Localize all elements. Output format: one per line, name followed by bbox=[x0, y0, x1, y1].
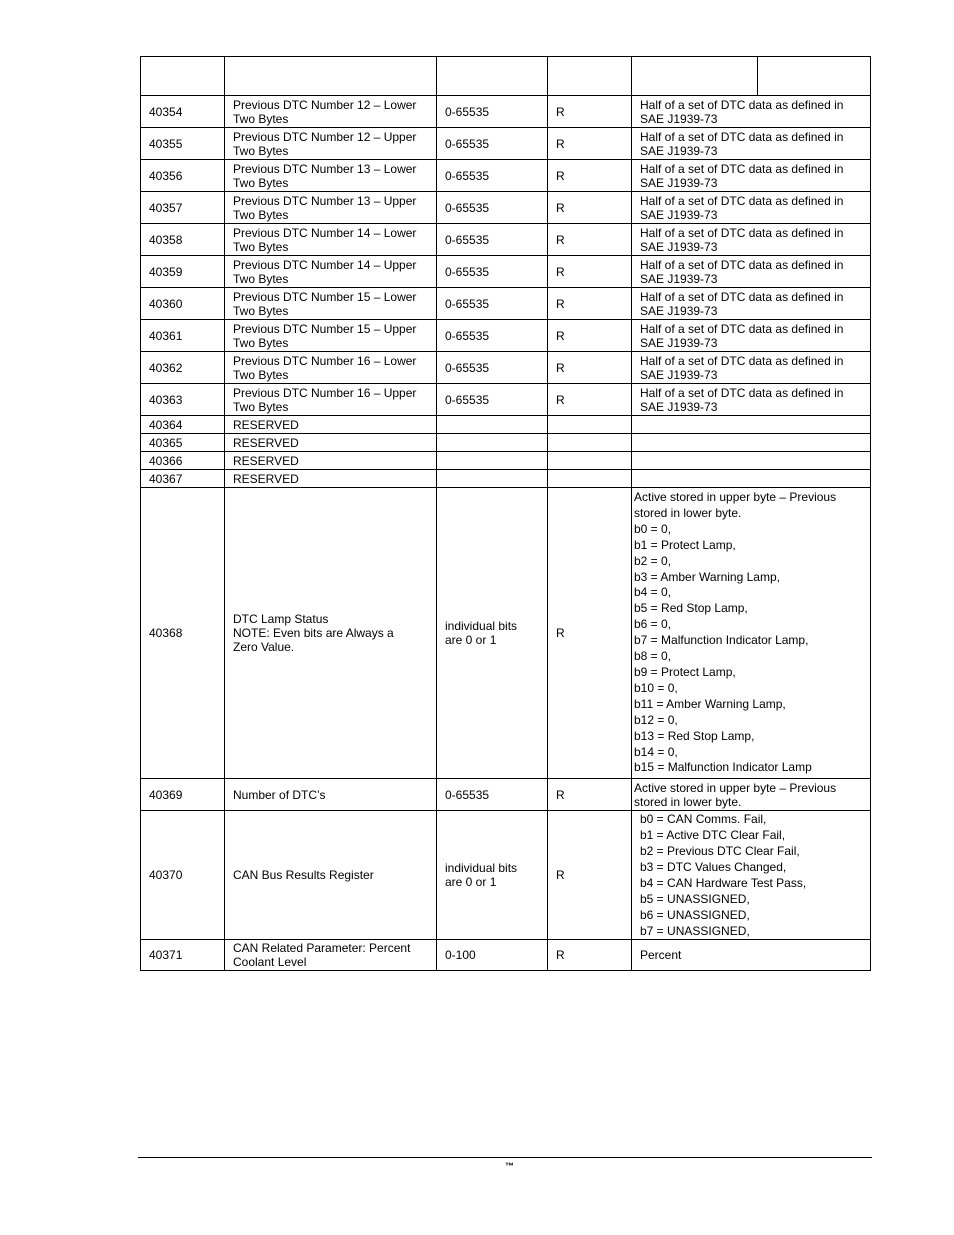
range-cell: 0-65535 bbox=[437, 352, 548, 384]
range-cell: 0-65535 bbox=[437, 320, 548, 352]
text-line: Two Bytes bbox=[233, 367, 289, 382]
text-line: Half of a set of DTC data as defined in bbox=[640, 257, 844, 272]
text-line: b7 = UNASSIGNED, bbox=[640, 924, 750, 939]
text-line: b0 = CAN Comms. Fail, bbox=[640, 812, 767, 827]
description-cell bbox=[632, 96, 871, 128]
description-cell bbox=[632, 470, 871, 488]
name-cell: CAN Bus Results Register bbox=[225, 811, 437, 940]
description-cell bbox=[632, 256, 871, 288]
description-cell bbox=[632, 320, 871, 352]
access-cell: R bbox=[548, 160, 632, 192]
table-row bbox=[141, 416, 871, 434]
text-line: Two Bytes bbox=[233, 239, 289, 254]
name-cell bbox=[225, 320, 437, 352]
register-cell: 40364 bbox=[141, 416, 225, 434]
header-cell bbox=[141, 57, 225, 96]
text-line: Two Bytes bbox=[233, 271, 289, 286]
text-line: Half of a set of DTC data as defined in bbox=[640, 225, 844, 240]
text-line: b2 = 0, bbox=[634, 553, 672, 568]
access-cell: R bbox=[548, 940, 632, 971]
name-cell bbox=[225, 256, 437, 288]
text-line: stored in lower byte. bbox=[634, 794, 742, 809]
header-cell bbox=[225, 57, 437, 96]
header-cell bbox=[758, 57, 871, 96]
access-cell: R bbox=[548, 488, 632, 779]
register-cell: 40354 bbox=[141, 96, 225, 128]
description-cell bbox=[632, 488, 871, 779]
name-cell: RESERVED bbox=[225, 470, 437, 488]
name-cell bbox=[225, 128, 437, 160]
text-line: b3 = DTC Values Changed, bbox=[640, 860, 787, 875]
footer-rule bbox=[138, 1157, 872, 1158]
text-line: CAN Related Parameter: Percent bbox=[233, 941, 411, 956]
register-cell: 40358 bbox=[141, 224, 225, 256]
range-cell: 0-65535 bbox=[437, 384, 548, 416]
register-cell: 40369 bbox=[141, 779, 225, 811]
range-cell: 0-65535 bbox=[437, 192, 548, 224]
text-line: Two Bytes bbox=[233, 335, 289, 350]
text-line: b6 = UNASSIGNED, bbox=[640, 908, 750, 923]
name-cell bbox=[225, 288, 437, 320]
access-cell: R bbox=[548, 352, 632, 384]
range-cell: 0-100 bbox=[437, 940, 548, 971]
description-cell bbox=[632, 452, 871, 470]
register-cell: 40370 bbox=[141, 811, 225, 940]
register-cell: 40363 bbox=[141, 384, 225, 416]
table-row bbox=[141, 811, 871, 940]
name-cell bbox=[225, 488, 437, 779]
range-cell: 0-65535 bbox=[437, 128, 548, 160]
register-table bbox=[140, 56, 871, 971]
text-line: b10 = 0, bbox=[634, 680, 678, 695]
text-line: SAE J1939-73 bbox=[640, 335, 718, 350]
text-line: individual bits bbox=[445, 619, 518, 634]
text-line: NOTE: Even bits are Always a bbox=[233, 626, 394, 641]
description-cell bbox=[632, 288, 871, 320]
table-row bbox=[141, 470, 871, 488]
text-line: b5 = UNASSIGNED, bbox=[640, 892, 750, 907]
name-cell: RESERVED bbox=[225, 434, 437, 452]
text-line: b2 = Previous DTC Clear Fail, bbox=[640, 844, 800, 859]
name-cell bbox=[225, 160, 437, 192]
description-cell bbox=[632, 128, 871, 160]
description-cell bbox=[632, 811, 871, 940]
text-line: b6 = 0, bbox=[634, 617, 672, 632]
name-cell: RESERVED bbox=[225, 416, 437, 434]
name-cell bbox=[225, 940, 437, 971]
text-line: b3 = Amber Warning Lamp, bbox=[634, 569, 780, 584]
text-line: SAE J1939-73 bbox=[640, 111, 718, 126]
range-cell bbox=[437, 416, 548, 434]
text-line: individual bits bbox=[445, 861, 518, 876]
text-line: SAE J1939-73 bbox=[640, 367, 718, 382]
register-cell: 40360 bbox=[141, 288, 225, 320]
text-line: Previous DTC Number 13 – Lower bbox=[233, 161, 417, 176]
name-cell: RESERVED bbox=[225, 452, 437, 470]
text-line: b1 = Active DTC Clear Fail, bbox=[640, 828, 786, 843]
access-cell bbox=[548, 416, 632, 434]
text-line: b9 = Protect Lamp, bbox=[634, 664, 736, 679]
access-cell: R bbox=[548, 288, 632, 320]
text-line: b13 = Red Stop Lamp, bbox=[634, 728, 755, 743]
range-cell bbox=[437, 452, 548, 470]
name-cell bbox=[225, 192, 437, 224]
register-cell: 40367 bbox=[141, 470, 225, 488]
text-line: Two Bytes bbox=[233, 303, 289, 318]
description-cell bbox=[632, 384, 871, 416]
text-line: Zero Value. bbox=[233, 640, 295, 655]
description-cell: Percent bbox=[632, 940, 871, 971]
range-cell: 0-65535 bbox=[437, 256, 548, 288]
text-line: Previous DTC Number 14 – Upper bbox=[233, 257, 417, 272]
text-line: Half of a set of DTC data as defined in bbox=[640, 129, 844, 144]
header-cell bbox=[632, 57, 758, 96]
text-line: Half of a set of DTC data as defined in bbox=[640, 289, 844, 304]
text-line: Previous DTC Number 15 – Upper bbox=[233, 321, 417, 336]
name-cell bbox=[225, 384, 437, 416]
text-line: Active stored in upper byte – Previous bbox=[634, 780, 837, 795]
text-line: stored in lower byte. bbox=[634, 505, 742, 520]
range-cell: 0-65535 bbox=[437, 288, 548, 320]
table-row bbox=[141, 384, 871, 416]
register-cell: 40356 bbox=[141, 160, 225, 192]
access-cell: R bbox=[548, 96, 632, 128]
text-line: DTC Lamp Status bbox=[233, 612, 329, 627]
text-line: Two Bytes bbox=[233, 207, 289, 222]
text-line: SAE J1939-73 bbox=[640, 175, 718, 190]
text-line: b11 = Amber Warning Lamp, bbox=[634, 696, 786, 711]
header-cell bbox=[548, 57, 632, 96]
access-cell: R bbox=[548, 224, 632, 256]
description-cell bbox=[632, 779, 871, 811]
table-row bbox=[141, 256, 871, 288]
text-line: Previous DTC Number 13 – Upper bbox=[233, 193, 417, 208]
text-line: Two Bytes bbox=[233, 175, 289, 190]
text-line: b0 = 0, bbox=[634, 521, 672, 536]
table-row bbox=[141, 488, 871, 779]
register-cell: 40355 bbox=[141, 128, 225, 160]
text-line: are 0 or 1 bbox=[445, 633, 497, 648]
range-cell: 0-65535 bbox=[437, 224, 548, 256]
access-cell bbox=[548, 434, 632, 452]
description-cell bbox=[632, 434, 871, 452]
text-line: Half of a set of DTC data as defined in bbox=[640, 193, 844, 208]
table-row bbox=[141, 320, 871, 352]
register-cell: 40361 bbox=[141, 320, 225, 352]
table-row bbox=[141, 96, 871, 128]
text-line: Half of a set of DTC data as defined in bbox=[640, 321, 844, 336]
text-line: are 0 or 1 bbox=[445, 875, 497, 890]
range-cell bbox=[437, 811, 548, 940]
text-line: b8 = 0, bbox=[634, 649, 672, 664]
table-row bbox=[141, 352, 871, 384]
text-line: SAE J1939-73 bbox=[640, 239, 718, 254]
text-line: Previous DTC Number 16 – Upper bbox=[233, 385, 417, 400]
table-row bbox=[141, 434, 871, 452]
description-cell bbox=[632, 224, 871, 256]
access-cell: R bbox=[548, 192, 632, 224]
text-line: Previous DTC Number 16 – Lower bbox=[233, 353, 417, 368]
access-cell: R bbox=[548, 320, 632, 352]
access-cell bbox=[548, 470, 632, 488]
description-cell bbox=[632, 160, 871, 192]
range-cell: 0-65535 bbox=[437, 160, 548, 192]
table-row bbox=[141, 128, 871, 160]
table-row bbox=[141, 192, 871, 224]
text-line: b14 = 0, bbox=[634, 744, 678, 759]
access-cell: R bbox=[548, 128, 632, 160]
text-line: b4 = CAN Hardware Test Pass, bbox=[640, 876, 807, 891]
text-line: Previous DTC Number 15 – Lower bbox=[233, 289, 417, 304]
table-row bbox=[141, 288, 871, 320]
text-line: Coolant Level bbox=[233, 955, 307, 970]
range-cell bbox=[437, 434, 548, 452]
text-line: SAE J1939-73 bbox=[640, 303, 718, 318]
description-cell bbox=[632, 416, 871, 434]
table-row bbox=[141, 452, 871, 470]
name-cell bbox=[225, 352, 437, 384]
text-line: SAE J1939-73 bbox=[640, 399, 718, 414]
header-cell bbox=[437, 57, 548, 96]
text-line: SAE J1939-73 bbox=[640, 207, 718, 222]
range-cell bbox=[437, 488, 548, 779]
text-line: Previous DTC Number 14 – Lower bbox=[233, 225, 417, 240]
text-line: b4 = 0, bbox=[634, 585, 672, 600]
text-line: Half of a set of DTC data as defined in bbox=[640, 97, 844, 112]
text-line: SAE J1939-73 bbox=[640, 143, 718, 158]
register-cell: 40371 bbox=[141, 940, 225, 971]
access-cell: R bbox=[548, 384, 632, 416]
text-line: b7 = Malfunction Indicator Lamp, bbox=[634, 633, 809, 648]
name-cell bbox=[225, 96, 437, 128]
text-line: Two Bytes bbox=[233, 111, 289, 126]
description-cell bbox=[632, 352, 871, 384]
table-row bbox=[141, 160, 871, 192]
text-line: b12 = 0, bbox=[634, 712, 678, 727]
text-line: Two Bytes bbox=[233, 399, 289, 414]
access-cell: R bbox=[548, 779, 632, 811]
table-header-row bbox=[141, 57, 871, 96]
register-cell: 40366 bbox=[141, 452, 225, 470]
register-cell: 40368 bbox=[141, 488, 225, 779]
name-cell: Number of DTC’s bbox=[225, 779, 437, 811]
register-cell: 40365 bbox=[141, 434, 225, 452]
text-line: Previous DTC Number 12 – Upper bbox=[233, 129, 417, 144]
register-cell: 40357 bbox=[141, 192, 225, 224]
text-line: b5 = Red Stop Lamp, bbox=[634, 601, 748, 616]
text-line: Half of a set of DTC data as defined in bbox=[640, 353, 844, 368]
text-line: b15 = Malfunction Indicator Lamp bbox=[634, 760, 812, 775]
range-cell: 0-65535 bbox=[437, 96, 548, 128]
name-cell bbox=[225, 224, 437, 256]
text-line: b1 = Protect Lamp, bbox=[634, 537, 736, 552]
text-line: Active stored in upper byte – Previous bbox=[634, 490, 837, 504]
text-line: Half of a set of DTC data as defined in bbox=[640, 161, 844, 176]
text-line: Half of a set of DTC data as defined in bbox=[640, 385, 844, 400]
range-cell: 0-65535 bbox=[437, 779, 548, 811]
access-cell: R bbox=[548, 256, 632, 288]
text-line: Two Bytes bbox=[233, 143, 289, 158]
access-cell: R bbox=[548, 811, 632, 940]
table-row bbox=[141, 224, 871, 256]
register-cell: 40362 bbox=[141, 352, 225, 384]
table-row bbox=[141, 779, 871, 811]
register-cell: 40359 bbox=[141, 256, 225, 288]
trademark-symbol: ™ bbox=[505, 1161, 514, 1171]
text-line: SAE J1939-73 bbox=[640, 271, 718, 286]
text-line: Previous DTC Number 12 – Lower bbox=[233, 97, 417, 112]
table-row bbox=[141, 940, 871, 971]
range-cell bbox=[437, 470, 548, 488]
access-cell bbox=[548, 452, 632, 470]
description-cell bbox=[632, 192, 871, 224]
